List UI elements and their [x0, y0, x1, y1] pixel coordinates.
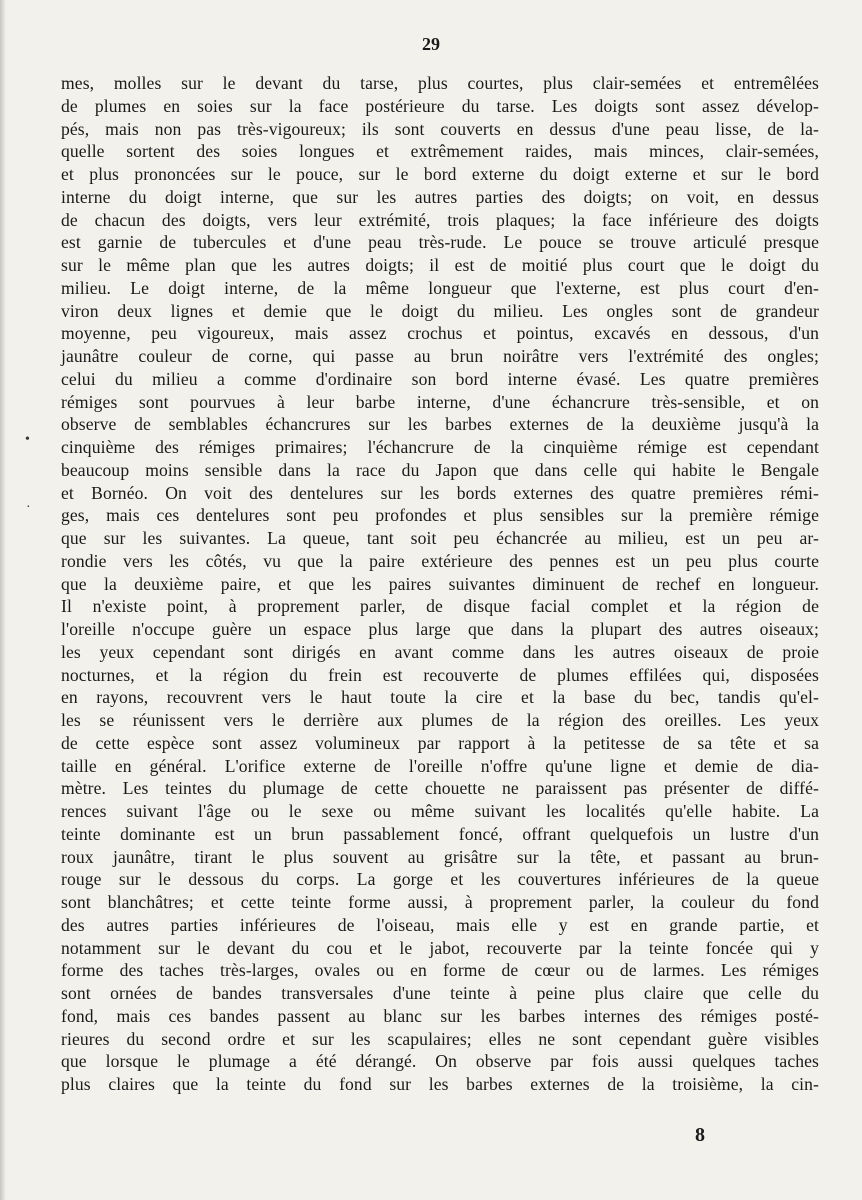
- text-line: de chacun des doigts, vers leur extrémité, trois plaques; la face inférieure des doigts: [61, 209, 819, 230]
- text-line: nocturnes, et la région du frein est recouverte de plumes effilées qui, disposées: [61, 664, 819, 685]
- text-line: forme des taches très-larges, ovales ou en forme de cœur ou de larmes. Les rémiges: [61, 960, 819, 981]
- text-line: sur le même plan que les autres doigts; il est de moitié plus court que le doigt du: [61, 255, 819, 275]
- text-line: plus claires que la teinte du fond sur les barbes externes de la troisième, la cin-: [61, 1074, 819, 1094]
- text-line: sont blanchâtres; et cette teinte forme aussi, à proprement parler, la couleur du fond: [61, 892, 819, 912]
- text-line: l'oreille n'occupe guère un espace plus large que dans la plupart des autres oiseaux;: [61, 619, 819, 639]
- text-line: rémiges sont pourvues à leur barbe interne, d'une échancrure très-sensible, et on: [61, 391, 819, 412]
- text-line: cinquième des rémiges primaires; l'échancrure de la cinquième rémige est cependant: [61, 437, 819, 457]
- text-line: viron deux lignes et demie que le doigt du milieu. Les ongles sont de grandeur: [61, 300, 819, 321]
- text-line: mètre. Les teintes du plumage de cette chouette ne paraissent pas présenter de diffé-: [61, 778, 819, 799]
- text-line: rences suivant l'âge ou le sexe ou même suivant les localités qu'elle habite. La: [61, 801, 819, 821]
- text-line: que sur les suivantes. La queue, tant soit peu échancrée au milieu, est un peu ar-: [61, 528, 819, 548]
- text-line: que lorsque le plumage a été dérangé. On observe par fois aussi quelques taches: [61, 1051, 819, 1072]
- text-line: celui du milieu a comme d'ordinaire son bord interne évasé. Les quatre premières: [61, 368, 819, 389]
- text-line: notamment sur le devant du cou et le jabot, recouverte par la teinte foncée qui y: [61, 937, 819, 958]
- text-line: milieu. Le doigt interne, de la même longueur que l'externe, est plus court d'en-: [61, 277, 819, 298]
- margin-speck: •: [25, 432, 30, 447]
- text-line: teinte dominante est un brun passablement foncé, offrant quelquefois un lustre d'un: [61, 823, 819, 844]
- text-line: de cette espèce sont assez volumineux par rapport à la petitesse de sa tête et sa: [61, 732, 819, 753]
- text-line: observe de semblables échancrures sur les barbes externes de la deuxième jusqu'à la: [61, 414, 819, 435]
- page-edge-shadow: [0, 0, 6, 1200]
- text-line: interne du doigt interne, que sur les autres parties des doigts; on voit, en dessus: [61, 186, 819, 207]
- text-line: Il n'existe point, à proprement parler, de disque facial complet et la région de: [61, 596, 819, 617]
- text-line: moyenne, peu vigoureux, mais assez crochus et pointus, excavés en dessous, d'un: [61, 323, 819, 344]
- text-line: sont ornées de bandes transversales d'une teinte à peine plus claire que celle du: [61, 983, 819, 1003]
- margin-speck: ·: [26, 500, 31, 515]
- text-line: les yeux cependant sont dirigés en avant comme dans les autres oiseaux de proie: [61, 641, 819, 662]
- text-line: rieures du second ordre et sur les scapulaires; elles ne sont cependant guère visibles: [61, 1028, 819, 1049]
- text-line: des autres parties inférieures de l'oiseau, mais elle y est en grande partie, et: [61, 914, 819, 935]
- text-line: que la deuxième paire, et que les paires suivantes diminuent de rechef en longueur.: [61, 573, 819, 594]
- text-line: taille en général. L'orifice externe de l'oreille n'offre qu'une ligne et demie de dia-: [61, 755, 819, 776]
- text-line: beaucoup moins sensible dans la race du Japon que dans celle qui habite le Bengale: [61, 459, 819, 480]
- text-line: mes, molles sur le devant du tarse, plus courtes, plus clair-semées et entremêlées: [61, 73, 819, 93]
- text-line: en rayons, recouvrent vers le haut toute la cire et la base du bec, tandis qu'el-: [61, 687, 819, 708]
- text-line: les se réunissent vers le derrière aux plumes de la région des oreilles. Les yeux: [61, 710, 819, 730]
- text-line: fond, mais ces bandes passent au blanc sur les barbes internes des rémiges posté-: [61, 1005, 819, 1026]
- text-line: ges, mais ces dentelures sont peu profondes et plus sensibles sur la première rémige: [61, 505, 819, 526]
- body-text: [61, 72, 819, 1096]
- text-line: rouge sur le dessous du corps. La gorge et les couvertures inférieures de la queue: [61, 869, 819, 890]
- signature-mark: 8: [695, 1124, 705, 1146]
- text-line: rondie vers les côtés, vu que la paire extérieure des pennes est un peu plus courte: [61, 550, 819, 571]
- text-line: de plumes en soies sur la face postérieure du tarse. Les doigts sont assez dévelop-: [61, 95, 819, 116]
- text-line: roux jaunâtre, tirant le plus souvent au grisâtre sur la tête, et passant au brun-: [61, 846, 819, 867]
- page-number: 29: [422, 34, 440, 54]
- text-line: quelle sortent des soies longues et extrêmement raides, mais minces, clair-semées,: [61, 141, 819, 162]
- text-line: et plus prononcées sur le pouce, sur le bord externe du doigt externe et sur le bord: [61, 164, 819, 184]
- text-line: pés, mais non pas très-vigoureux; ils sont couverts en dessus d'une peau lisse, de la-: [61, 118, 819, 139]
- text-line: jaunâtre couleur de corne, qui passe au brun noirâtre vers l'extrémité des ongles;: [61, 346, 819, 366]
- text-line: et Bornéo. On voit des dentelures sur les bords externes des quatre premières rémi-: [61, 482, 819, 503]
- text-line: est garnie de tubercules et d'une peau très-rude. Le pouce se trouve articulé presque: [61, 232, 819, 253]
